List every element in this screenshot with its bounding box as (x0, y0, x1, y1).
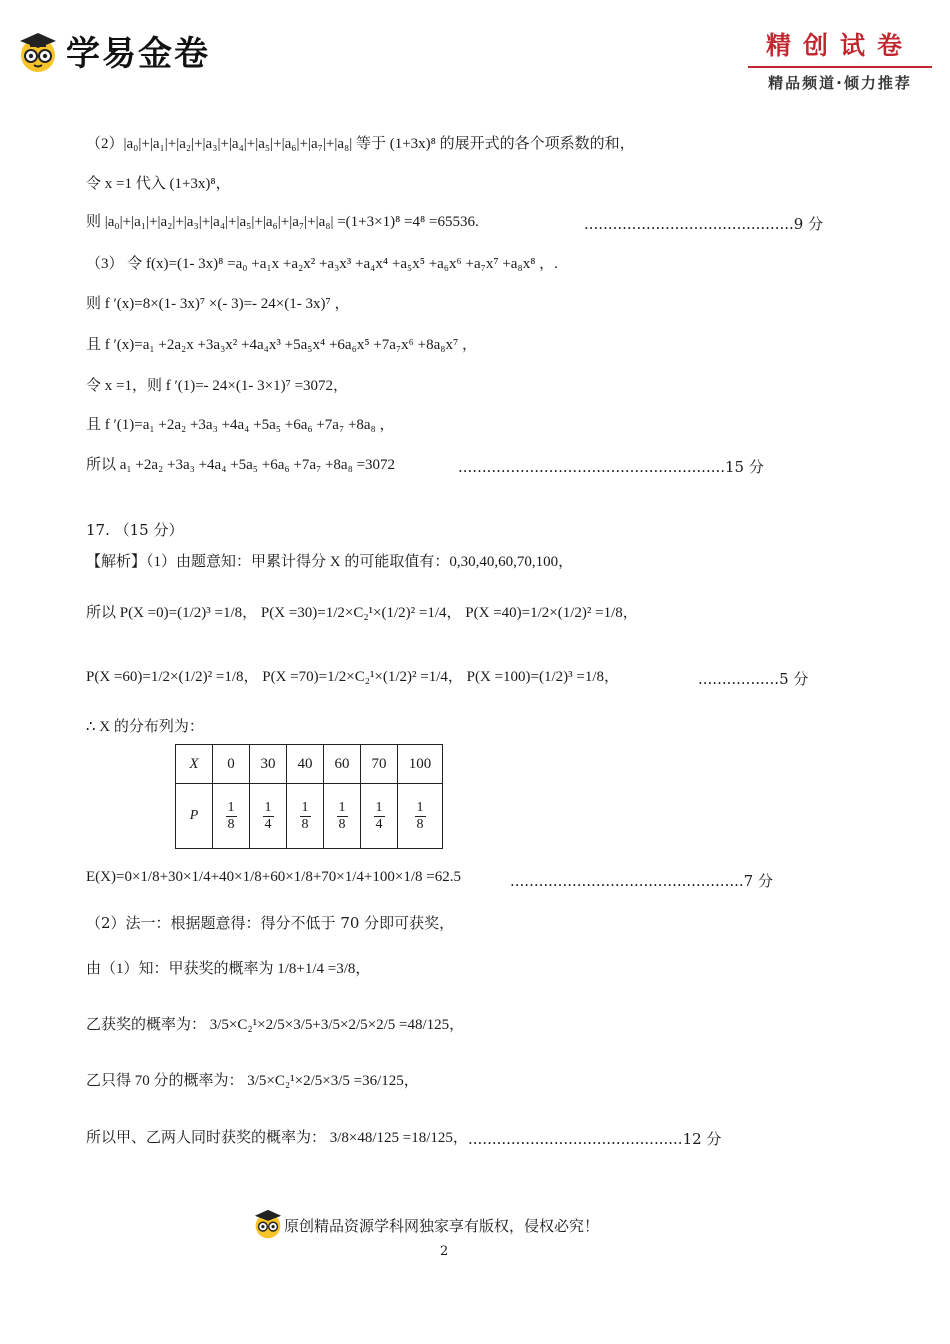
table-cell: $\frac{1}{8}$ (213, 784, 250, 849)
brand-box (748, 26, 932, 93)
table-cell: $\frac{1}{8}$ (398, 784, 443, 849)
solution-line: E(X)=0×1/8+30×1/4+40×1/8+60×1/8+70×1/4+100×1/8 =62.5 (86, 869, 461, 885)
score-marker: .............................................12 分 (468, 1130, 722, 1148)
solution-line: 令 x =1 代入 (1+3x)⁸， (86, 176, 231, 192)
footer (252, 1206, 599, 1244)
owl-logo-icon (16, 29, 60, 73)
table-cell: $\frac{1}{8}$ (324, 784, 361, 849)
page-number: 2 (440, 1244, 449, 1259)
solution-line: 且 f ′(1)=a₁ +2a₂ +3a₃ +4a₄ +5a₅ +6a₆ +7a₇ +8a₈ ， (86, 417, 395, 433)
solution-line: 所以 a₁ +2a₂ +3a₃ +4a₄ +5a₅ +6a₆ +7a₇ +8a₈ =3072 (86, 457, 396, 473)
solution-line: 乙只得 70 分的概率为： 3/5×C₂¹×2/5×3/5 =36/125， (86, 1073, 419, 1089)
solution-line: 且 f ′(x)=a₁ +2a₂x +3a₃x² +4a₄x³ +5a₅x⁴ +6a₆x⁵ +7a₇x⁶ +8a₈x⁷ ， (86, 337, 477, 353)
logo-text: 学易金卷 (66, 34, 210, 74)
table-cell: 70 (361, 745, 398, 784)
distribution-table (175, 744, 443, 849)
table-row (176, 745, 443, 784)
table-cell: $\frac{1}{8}$ (287, 784, 324, 849)
table-cell: 60 (324, 745, 361, 784)
table-cell: X (176, 745, 213, 784)
solution-line: 所以 P(X =0)=(1/2)³ =1/8， P(X =30)=1/2×C₂¹×(1/2)² =1/4， P(X =40)=1/2×(1/2)² =1/8， (86, 605, 638, 621)
solution-line: 乙获奖的概率为： 3/5×C₂¹×2/5×3/5+3/5×2/5×2/5 =48/125， (86, 1017, 465, 1033)
logo (16, 26, 210, 75)
solution-line: ∴ X 的分布列为： (86, 719, 204, 735)
table-cell: 30 (250, 745, 287, 784)
score-marker: .................................................7 分 (510, 872, 773, 890)
score-marker: .................5 分 (698, 670, 809, 688)
brand-subtitle: 精品频道·倾力推荐 (768, 74, 912, 92)
owl-logo-icon (252, 1206, 284, 1244)
solution-line: （2）|a₀|+|a₁|+|a₂|+|a₃|+|a₄|+|a₅|+|a₆|+|a₇|+|a₈| 等于 (1+3x)⁸ 的展开式的各个项系数的和， (86, 136, 635, 152)
table-cell: $\frac{1}{4}$ (361, 784, 398, 849)
table-cell: 40 (287, 745, 324, 784)
table-cell: $\frac{1}{4}$ (250, 784, 287, 849)
table-cell: P (176, 784, 213, 849)
brand-title: 精创试卷 (748, 26, 932, 68)
solution-line: 由（1）知：甲获奖的概率为 1/8+1/4 =3/8， (86, 961, 371, 977)
solution-line: （3） 令 f(x)=(1- 3x)⁸ =a₀ +a₁x +a₂x² +a₃x³ +a₄x⁴ +a₅x⁵ +a₆x⁶ +a₇x⁷ +a₈x⁸ ，. (86, 256, 558, 272)
table-row (176, 784, 443, 849)
score-marker: ............................................9 分 (584, 215, 824, 233)
solution-line: （2）法一：根据题意得：得分不低于 70 分即可获奖， (86, 914, 455, 932)
solution-line: 则 |a₀|+|a₁|+|a₂|+|a₃|+|a₄|+|a₅|+|a₆|+|a₇|+|a₈| =(1+3×1)⁸ =4⁸ =65536. (86, 214, 479, 230)
question-number: 17. （15 分） (86, 521, 184, 539)
copyright-text: 原创精品资源学科网独家享有版权，侵权必究！ (284, 1216, 600, 1235)
solution-line: 则 f ′(x)=8×(1- 3x)⁷ ×(- 3)=- 24×(1- 3x)⁷ ， (86, 296, 350, 312)
solution-line: 【解析】（1）由题意知：甲累计得分 X 的可能取值有：0,30,40,60,70,100， (86, 554, 574, 570)
score-marker: ........................................................15 分 (458, 458, 764, 476)
table-cell: 0 (213, 745, 250, 784)
solution-line: P(X =60)=1/2×(1/2)² =1/8， P(X =70)=1/2×C₂¹×(1/2)² =1/4， P(X =100)=(1/2)³ =1/8， (86, 669, 620, 685)
solution-line: 令 x =1，则 f ′(1)=- 24×(1- 3×1)⁷ =3072， (86, 378, 349, 394)
table-cell: 100 (398, 745, 443, 784)
solution-line: 所以甲、乙两人同时获奖的概率为： 3/8×48/125 =18/125， (86, 1130, 468, 1146)
